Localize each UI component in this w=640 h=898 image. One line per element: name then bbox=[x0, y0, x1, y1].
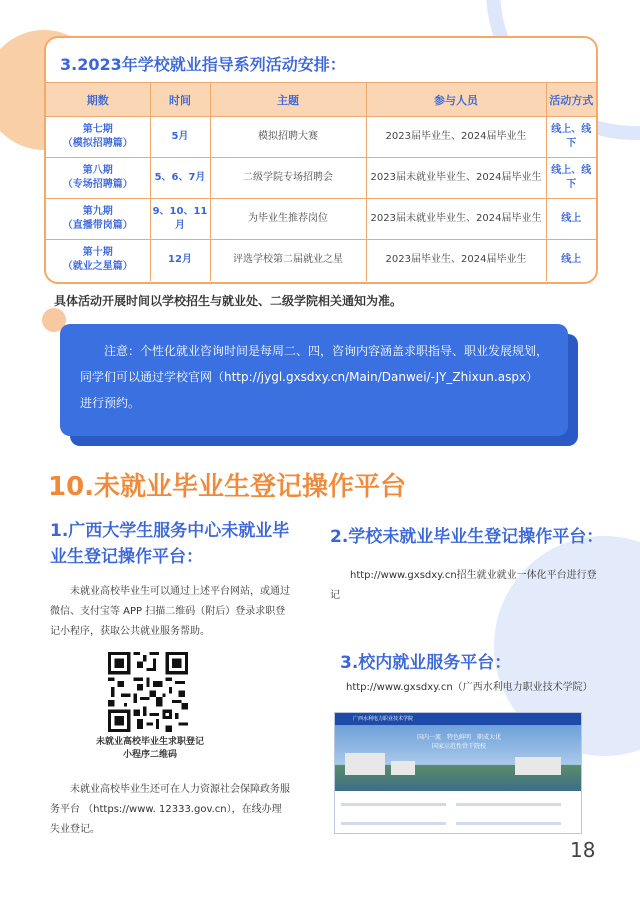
platform1-description-2: 未就业高校毕业生还可在人力资源社会保障政务服务平台 （https://www. 12333.gov.cn），在线办理失业登记。 bbox=[50, 784, 290, 835]
header-participants: 参与人员 bbox=[366, 83, 546, 117]
building-shape bbox=[515, 757, 561, 775]
table-row bbox=[46, 240, 596, 281]
website-slogan: 国内一流 特色鲜明 职成大优 国家示范性骨干院校 bbox=[417, 734, 502, 750]
platform1-title: 1.广西大学生服务中心未就业毕业生登记操作平台： bbox=[50, 521, 290, 567]
building-shape bbox=[345, 753, 385, 775]
cell-topic: 二级学院专场招聘会 bbox=[210, 158, 366, 199]
notice-box: 注意：个性化就业咨询时间是每周二、四，咨询内容涵盖求职指导、职业发展规划，同学们可以通过学校官网（http://jygl.gxsdxy.cn/Main/Danwei/-JY_Zhixun.aspx）进行预约。 bbox=[60, 324, 568, 436]
header-topic: 主题 bbox=[210, 83, 366, 117]
table-row bbox=[46, 199, 596, 240]
cell-participants: 2023届未就业毕业生、2024届毕业生 bbox=[366, 199, 546, 240]
cell-mode: 线上、线下 bbox=[546, 117, 596, 158]
table-row bbox=[46, 158, 596, 199]
schedule-table bbox=[46, 82, 596, 281]
platform3-description: http://www.gxsdxy.cn（广西水利电力职业技术学院） bbox=[346, 682, 593, 693]
building-shape bbox=[391, 761, 415, 775]
cell-issue: 第十期 （就业之星篇） bbox=[46, 240, 150, 281]
schedule-panel bbox=[44, 36, 598, 284]
cell-participants: 2023届未就业毕业生、2024届毕业生 bbox=[366, 158, 546, 199]
cell-time: 5、6、7月 bbox=[150, 158, 210, 199]
schedule-title: 3.2023年学校就业指导系列活动安排： bbox=[60, 55, 346, 74]
cell-time: 9、10、11月 bbox=[150, 199, 210, 240]
page-number: 18 bbox=[570, 838, 596, 862]
website-banner bbox=[335, 725, 581, 791]
cell-participants: 2023届毕业生、2024届毕业生 bbox=[366, 117, 546, 158]
qr-code bbox=[108, 652, 188, 732]
header-time: 时间 bbox=[150, 83, 210, 117]
website-content bbox=[335, 791, 581, 834]
cell-mode: 线上 bbox=[546, 240, 596, 281]
website-screenshot bbox=[334, 712, 582, 834]
cell-topic: 评选学校第二届就业之星 bbox=[210, 240, 366, 281]
platform1-description: 未就业高校毕业生可以通过上述平台网站，或通过微信、支付宝等 APP 扫描二维码（附后）登录求职登记小程序，获取公共就业服务帮助。 bbox=[50, 586, 290, 637]
cell-topic: 模拟招聘大赛 bbox=[210, 117, 366, 158]
cell-mode: 线上、线下 bbox=[546, 158, 596, 199]
section-title: 10.未就业毕业生登记操作平台 bbox=[48, 472, 407, 502]
cell-topic: 为毕业生推荐岗位 bbox=[210, 199, 366, 240]
cell-issue: 第九期 （直播带岗篇） bbox=[46, 199, 150, 240]
cell-mode: 线上 bbox=[546, 199, 596, 240]
header-mode: 活动方式 bbox=[546, 83, 596, 117]
table-header-row bbox=[46, 83, 596, 117]
platform2-title: 2.学校未就业毕业生登记操作平台： bbox=[330, 527, 604, 547]
schedule-footnote: 具体活动开展时间以学校招生与就业处、二级学院相关通知为准。 bbox=[54, 294, 403, 308]
cell-time: 12月 bbox=[150, 240, 210, 281]
platform3-title: 3.校内就业服务平台： bbox=[340, 653, 512, 673]
cell-participants: 2023届毕业生、2024届毕业生 bbox=[366, 240, 546, 281]
cell-time: 5月 bbox=[150, 117, 210, 158]
platform2-description: http://www.gxsdxy.cn招生就业就业一体化平台进行登记 bbox=[330, 570, 597, 601]
website-header: 广西水利电力职业技术学院 bbox=[335, 713, 581, 725]
cell-issue: 第七期 （模拟招聘篇） bbox=[46, 117, 150, 158]
header-issue: 期数 bbox=[46, 83, 150, 117]
cell-issue: 第八期 （专场招聘篇） bbox=[46, 158, 150, 199]
qr-caption: 未就业高校毕业生求职登记 小程序二维码 bbox=[95, 737, 204, 760]
table-row bbox=[46, 117, 596, 158]
